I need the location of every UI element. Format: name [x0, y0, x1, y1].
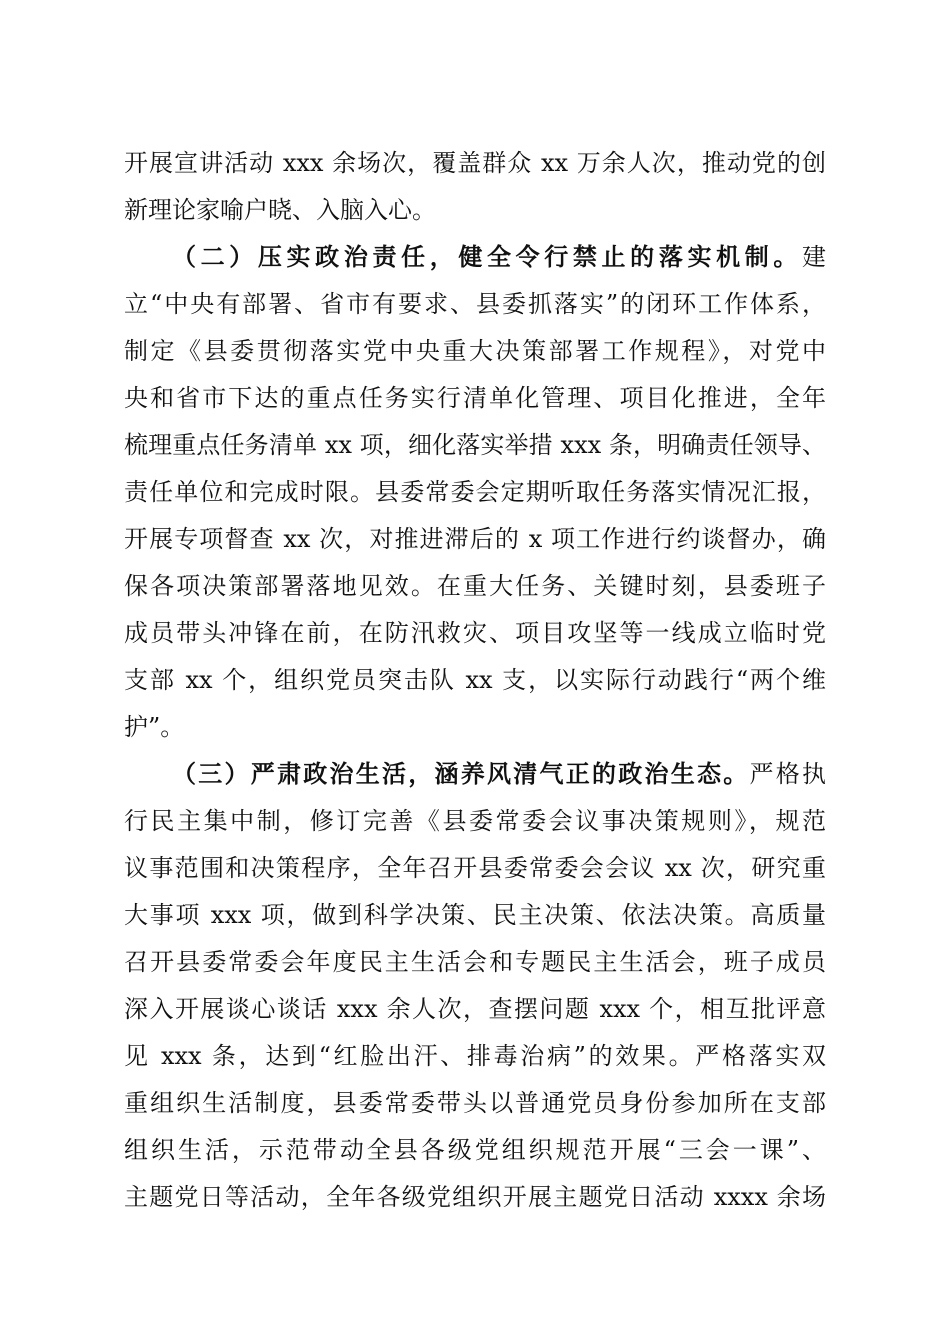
text-line: 成员带头冲锋在前，在防汛救灾、项目攻坚等一线成立临时党	[124, 619, 826, 647]
text-line: 梳理重点任务清单 xx 项，细化落实举措 xxx 条，明确责任领导、	[124, 431, 826, 459]
text-line: 立“中央有部署、省市有要求、县委抓落实”的闭环工作体系，	[124, 290, 826, 318]
paragraph-heading-line	[172, 754, 826, 794]
text-line: 央和省市下达的重点任务实行清单化管理、项目化推进，全年	[124, 384, 826, 412]
text-line: 开展宣讲活动 xxx 余场次，覆盖群众 xx 万余人次，推动党的创	[124, 149, 826, 177]
text-line: 组织生活，示范带动全县各级党组织规范开展“三会一课”、	[124, 1136, 826, 1164]
text-line: 开展专项督查 xx 次，对推进滞后的 x 项工作进行约谈督办，确	[124, 525, 826, 553]
text-line: 行民主集中制，修订完善《县委常委会议事决策规则》，规范	[124, 807, 826, 835]
text-line: 制定《县委贯彻落实党中央重大决策部署工作规程》，对党中	[124, 337, 826, 365]
text-line: 支部 xx 个，组织党员突击队 xx 支，以实际行动践行“两个维	[124, 666, 826, 694]
text-line: 保各项决策部署落地见效。在重大任务、关键时刻，县委班子	[124, 572, 826, 600]
text-line: 护”。	[124, 713, 185, 741]
text-line: 重组织生活制度，县委常委带头以普通党员身份参加所在支部	[124, 1089, 826, 1117]
text-fragment: 严格执	[749, 760, 826, 788]
text-line: 深入开展谈心谈话 xxx 余人次，查摆问题 xxx 个，相互批评意	[124, 995, 826, 1023]
paragraph-heading-line	[172, 237, 826, 277]
text-line: 大事项 xxx 项，做到科学决策、民主决策、依法决策。高质量	[124, 901, 826, 929]
section-heading: （三）严肃政治生活，涵养风清气正的政治生态。	[172, 759, 750, 788]
text-line: 议事范围和决策程序，全年召开县委常委会会议 xx 次，研究重	[124, 854, 826, 882]
text-fragment: 建	[802, 243, 826, 271]
text-line: 召开县委常委会年度民主生活会和专题民主生活会，班子成员	[124, 948, 826, 976]
text-line: 主题党日等活动，全年各级党组织开展主题党日活动 xxxx 余场	[124, 1183, 826, 1211]
text-line: 见 xxx 条，达到“红脸出汗、排毒治病”的效果。严格落实双	[124, 1042, 826, 1070]
text-line: 新理论家喻户晓、入脑入心。	[124, 196, 436, 224]
text-line: 责任单位和完成时限。县委常委会定期听取任务落实情况汇报，	[124, 478, 826, 506]
section-heading: （二）压实政治责任，健全令行禁止的落实机制。	[172, 242, 802, 271]
